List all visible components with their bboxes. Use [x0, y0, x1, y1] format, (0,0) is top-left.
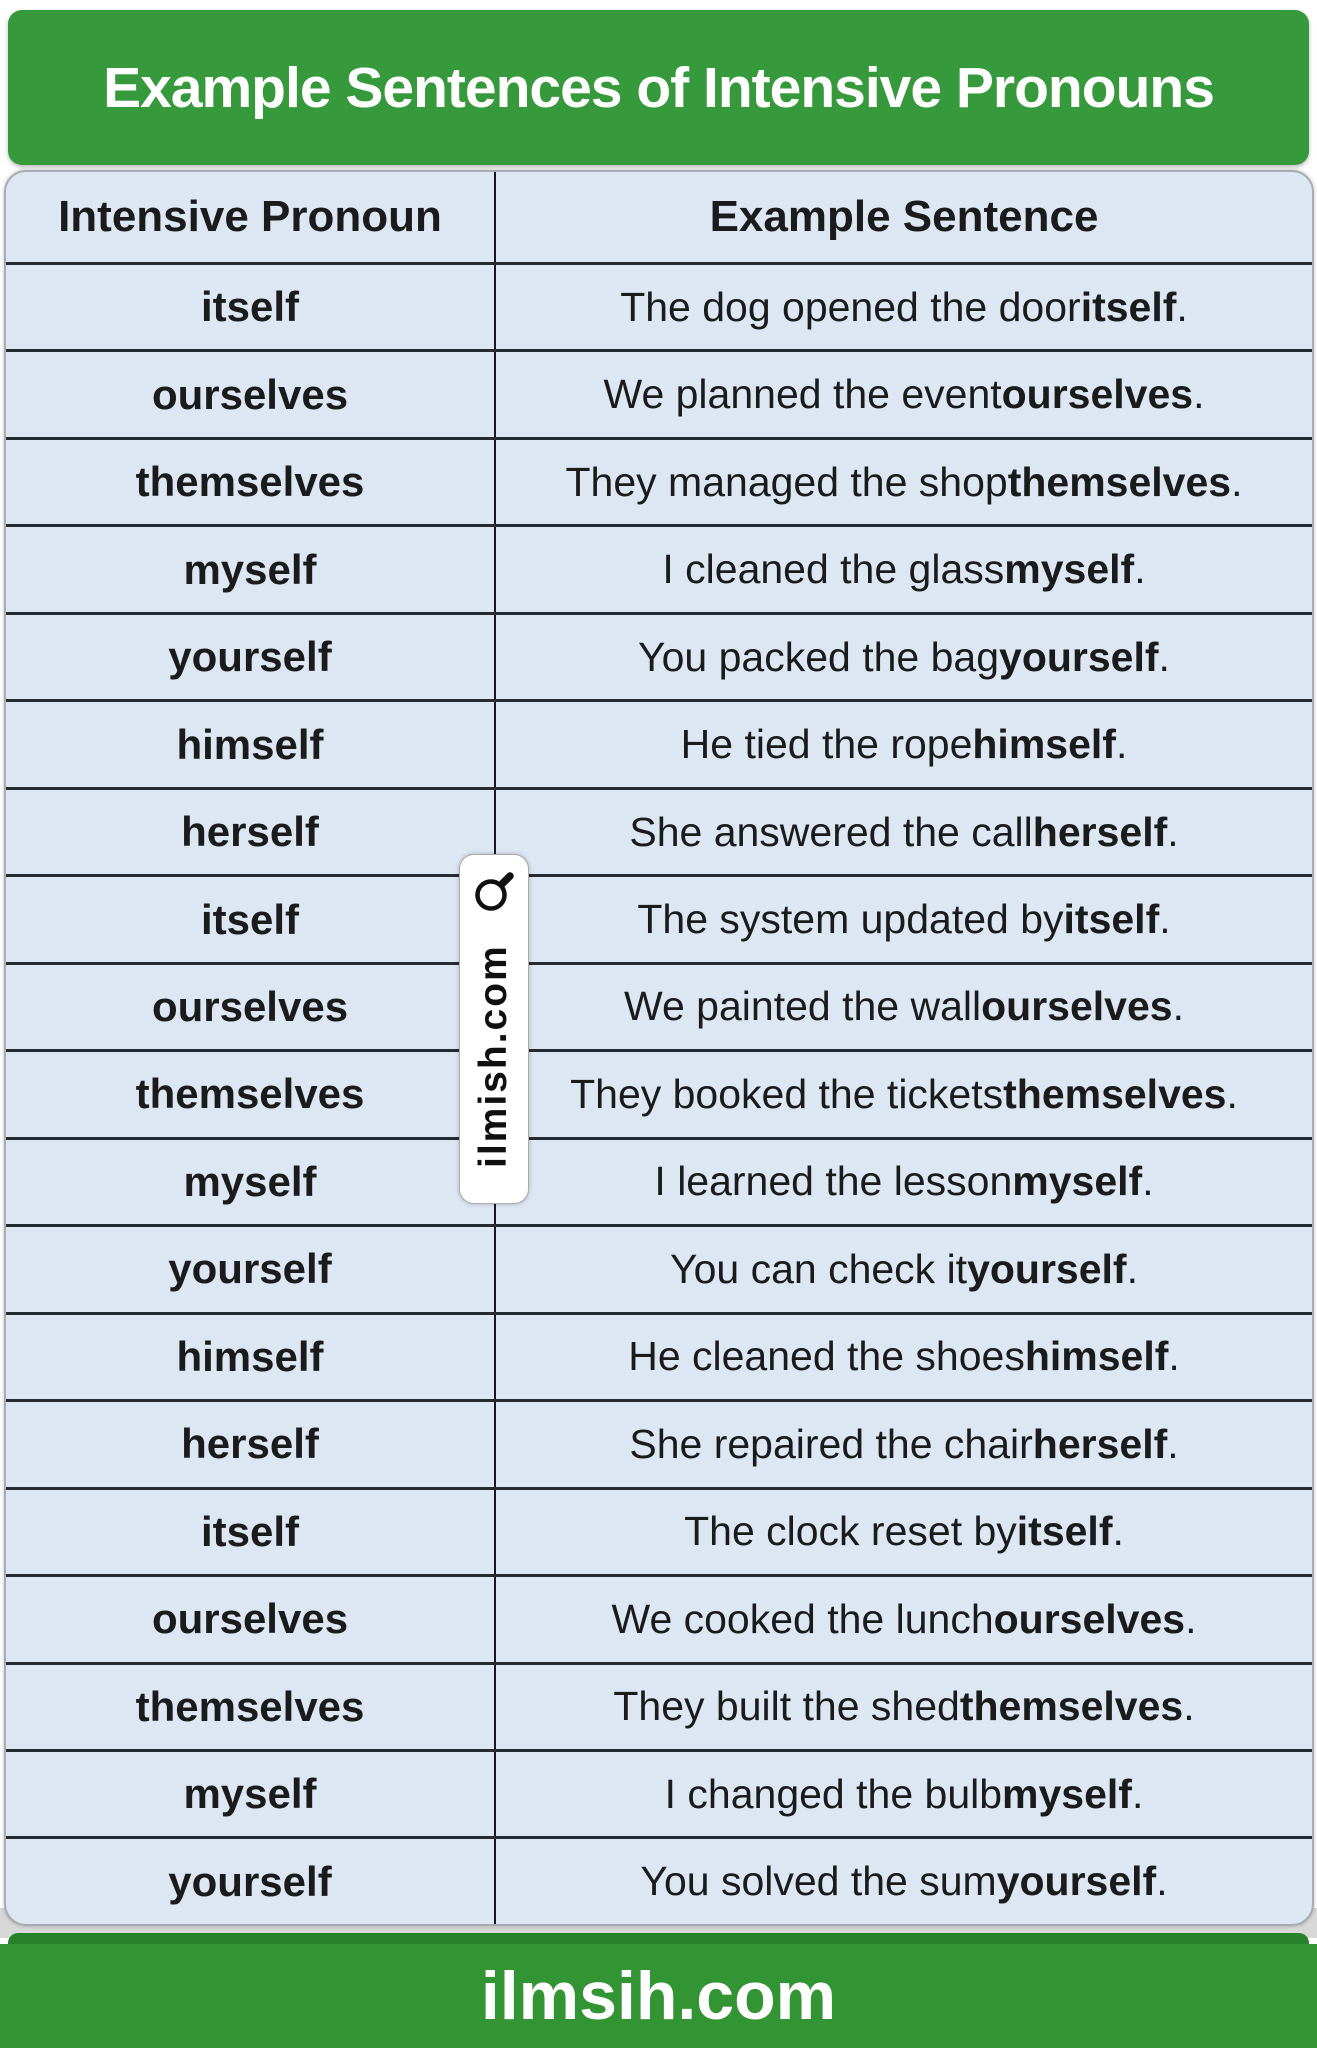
sentence-period: .	[1159, 896, 1171, 943]
sentence-cell	[496, 440, 1312, 524]
watermark-pill	[459, 854, 529, 1204]
sentence-pronoun-bold: itself	[1016, 1508, 1113, 1555]
pronoun-cell: herself	[6, 1402, 496, 1486]
pronoun-cell: themselves	[6, 1052, 496, 1136]
table-row	[6, 524, 1312, 611]
sentence-text: You solved the sum	[640, 1858, 997, 1905]
sentence-text: He cleaned the shoes	[628, 1333, 1025, 1380]
table-body	[6, 262, 1312, 1924]
pronoun-cell: myself	[6, 527, 496, 611]
sentence-cell	[496, 1839, 1312, 1923]
sentence-text: I changed the bulb	[664, 1770, 1003, 1817]
sentence-text: He tied the rope	[680, 721, 973, 768]
table-row	[6, 1574, 1312, 1661]
sentence-text: The dog opened the door	[620, 283, 1081, 330]
magnifier-icon	[470, 867, 518, 915]
pronoun-cell: itself	[6, 265, 496, 349]
sentence-pronoun-bold: herself	[1032, 1420, 1168, 1467]
sentence-pronoun-bold: herself	[1032, 808, 1168, 855]
sentence-cell	[496, 1577, 1312, 1661]
sentence-pronoun-bold: themselves	[1007, 458, 1232, 505]
table-row	[6, 1836, 1312, 1923]
sentence-pronoun-bold: yourself	[967, 1245, 1127, 1292]
sentence-text: The clock reset by	[684, 1508, 1017, 1555]
table-row	[6, 1487, 1312, 1574]
sentence-pronoun-bold: himself	[972, 721, 1116, 768]
sentence-cell	[496, 527, 1312, 611]
sentence-text: We cooked the lunch	[611, 1595, 994, 1642]
table-row	[6, 1137, 1312, 1224]
sentence-text: We planned the event	[603, 371, 1002, 418]
pronoun-cell: yourself	[6, 1839, 496, 1923]
sentence-period: .	[1168, 1333, 1180, 1380]
title-banner	[8, 10, 1309, 165]
pronoun-cell: himself	[6, 1315, 496, 1399]
table-row	[6, 1049, 1312, 1136]
sentence-text: She answered the call	[629, 808, 1033, 855]
sentence-pronoun-bold: ourselves	[1001, 371, 1194, 418]
sentence-cell	[496, 702, 1312, 786]
page-title: Example Sentences of Intensive Pronouns	[103, 55, 1214, 120]
sentence-text: They booked the tickets	[570, 1070, 1004, 1117]
pronoun-cell: ourselves	[6, 352, 496, 436]
table-row	[6, 787, 1312, 874]
table-row	[6, 612, 1312, 699]
table-row	[6, 874, 1312, 961]
sentence-pronoun-bold: myself	[1012, 1158, 1143, 1205]
sentence-pronoun-bold: itself	[1080, 283, 1177, 330]
sentence-text: We painted the wall	[624, 983, 982, 1030]
sentence-pronoun-bold: themselves	[959, 1683, 1184, 1730]
table-row	[6, 1399, 1312, 1486]
sentence-period: .	[1115, 721, 1128, 768]
sentence-period: .	[1167, 808, 1179, 855]
table-header-row	[6, 172, 1312, 262]
table-row	[6, 1312, 1312, 1399]
sentence-pronoun-bold: ourselves	[981, 983, 1173, 1030]
sentence-period: .	[1142, 1158, 1154, 1205]
sentence-text: They managed the shop	[565, 458, 1008, 505]
pronoun-cell: themselves	[6, 1665, 496, 1749]
sentence-period: .	[1167, 1420, 1179, 1467]
sentence-period: .	[1156, 1858, 1168, 1905]
pronoun-cell: herself	[6, 790, 496, 874]
sentence-cell	[496, 1140, 1312, 1224]
sentence-cell	[496, 1227, 1312, 1311]
sentence-period: .	[1126, 1245, 1138, 1292]
column-header-sentence: Example Sentence	[709, 192, 1099, 241]
table-row	[6, 1662, 1312, 1749]
sentence-pronoun-bold: themselves	[1003, 1070, 1227, 1117]
sentence-cell	[496, 615, 1312, 699]
table-row	[6, 437, 1312, 524]
sentence-cell	[496, 1315, 1312, 1399]
sentence-period: .	[1172, 983, 1184, 1030]
sentence-text: I learned the lesson	[654, 1158, 1013, 1205]
sentence-period: .	[1134, 546, 1146, 593]
sentence-period: .	[1158, 633, 1170, 680]
table-row	[6, 1224, 1312, 1311]
sentence-pronoun-bold: ourselves	[993, 1595, 1186, 1642]
pronoun-cell: ourselves	[6, 1577, 496, 1661]
footer-site-text: ilmsih.com	[480, 1958, 837, 2034]
sentence-cell	[496, 965, 1312, 1049]
sentence-cell	[496, 790, 1312, 874]
sentence-period: .	[1112, 1508, 1124, 1555]
sentence-text: You can check it	[670, 1245, 968, 1292]
table-row	[6, 962, 1312, 1049]
pronoun-cell: myself	[6, 1752, 496, 1836]
sentence-cell	[496, 1490, 1312, 1574]
sentence-period: .	[1176, 283, 1188, 330]
pronoun-cell: yourself	[6, 615, 496, 699]
pronoun-table	[4, 170, 1314, 1926]
pronoun-cell: myself	[6, 1140, 496, 1224]
sentence-period: .	[1226, 1070, 1238, 1117]
sentence-pronoun-bold: himself	[1024, 1333, 1169, 1380]
sentence-cell	[496, 352, 1312, 436]
sentence-period: .	[1183, 1683, 1195, 1730]
column-header-pronoun: Intensive Pronoun	[6, 172, 496, 262]
footer-bar	[0, 1944, 1317, 2048]
sentence-period: .	[1193, 371, 1205, 418]
sentence-pronoun-bold: yourself	[999, 633, 1159, 680]
sentence-text: The system updated by	[637, 896, 1064, 943]
sentence-period: .	[1131, 1770, 1144, 1817]
pronoun-cell: yourself	[6, 1227, 496, 1311]
pronoun-cell: ourselves	[6, 965, 496, 1049]
sentence-pronoun-bold: myself	[1004, 546, 1135, 593]
table-row	[6, 699, 1312, 786]
watermark-text: ilmish.com	[472, 944, 515, 1168]
pronoun-cell: itself	[6, 1490, 496, 1574]
sentence-period: .	[1185, 1595, 1197, 1642]
sentence-pronoun-bold: myself	[1002, 1770, 1132, 1817]
pronoun-cell: itself	[6, 877, 496, 961]
table-row	[6, 1749, 1312, 1836]
sentence-text: They built the shed	[613, 1683, 960, 1730]
sentence-cell	[496, 1752, 1312, 1836]
pronoun-cell: himself	[6, 702, 496, 786]
sentence-cell	[496, 1052, 1312, 1136]
pronoun-cell: themselves	[6, 440, 496, 524]
sentence-pronoun-bold: yourself	[996, 1858, 1157, 1905]
sentence-cell	[496, 265, 1312, 349]
sentence-text: I cleaned the glass	[662, 546, 1005, 593]
sentence-text: You packed the bag	[638, 633, 1000, 680]
sentence-period: .	[1231, 458, 1243, 505]
sentence-pronoun-bold: itself	[1063, 896, 1160, 943]
sentence-text: She repaired the chair	[629, 1420, 1033, 1467]
table-row	[6, 349, 1312, 436]
table-row	[6, 262, 1312, 349]
sentence-cell	[496, 1402, 1312, 1486]
sentence-cell	[496, 1665, 1312, 1749]
sentence-cell	[496, 877, 1312, 961]
